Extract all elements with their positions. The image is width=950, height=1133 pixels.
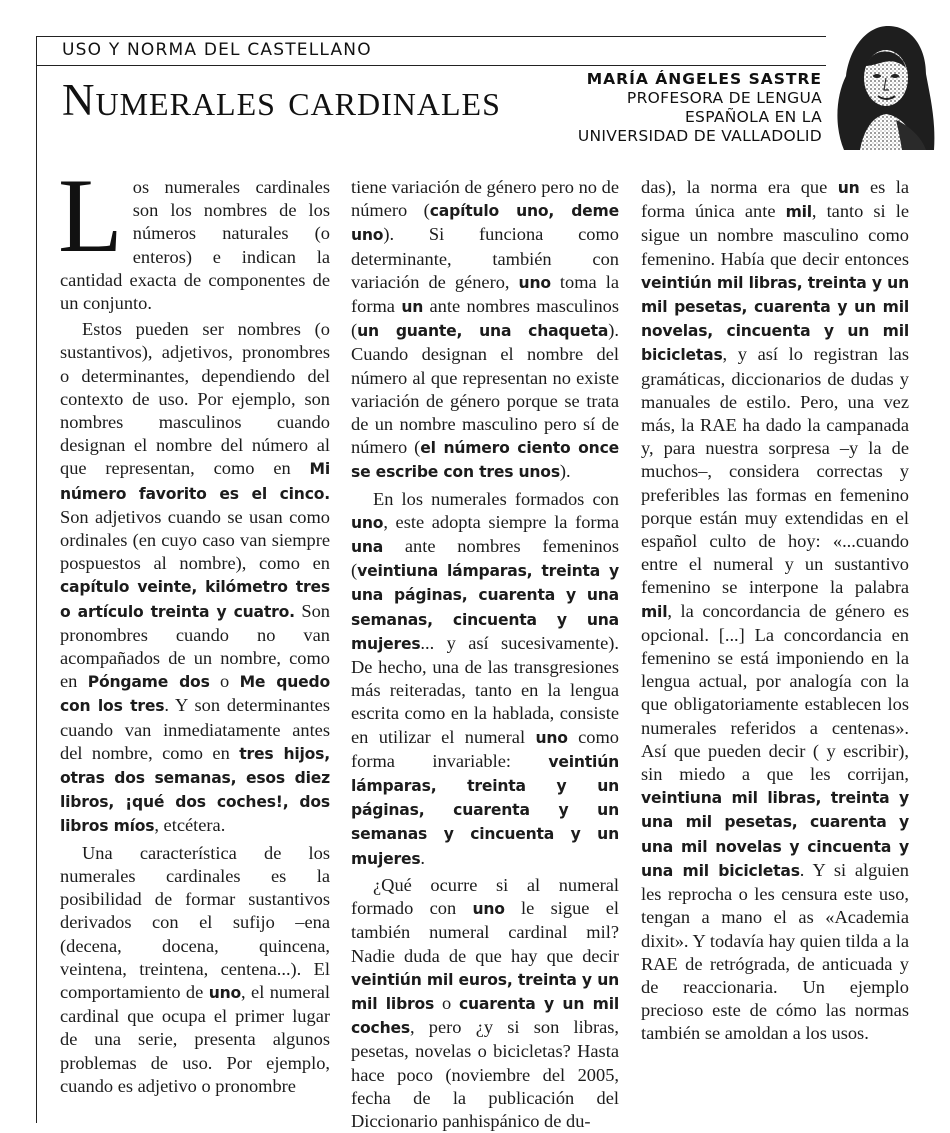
text-run: tiene variación de género pero no de número ( xyxy=(351,177,619,221)
text-run: En los numerales formados con xyxy=(373,488,619,509)
text-run: es la forma única ante xyxy=(641,177,909,222)
text-run: Son pronombres cuando no van acompañados de un nombre, como en xyxy=(60,600,331,692)
author-name: MARÍA ÁNGELES SASTRE xyxy=(586,70,822,88)
text-run: ). Si funciona como determinante, también con variación de género, xyxy=(351,224,619,292)
bold-example: el número ciento once se escribe con tres unos xyxy=(351,439,619,482)
bold-example: tres hijos, otras dos semanas, esos diez libros, ¡qué dos coches!, dos libros míos xyxy=(60,744,330,836)
text-run: ¿Qué ocurre si al numeral formado con xyxy=(351,874,619,919)
bold-example: cuarenta y un mil coches xyxy=(351,994,620,1038)
author-role-line: ESPAÑOLA EN LA xyxy=(684,108,822,126)
text-run: o xyxy=(209,671,240,692)
paragraph xyxy=(351,874,619,1133)
bold-example: Mi número favorito es el cinco. xyxy=(60,460,330,503)
section-header: USO Y NORMA DEL CASTELLANO xyxy=(62,40,372,60)
text-run: os numerales cardinales son los nombres de los números naturales (o enteros) e indican la cantidad exacta de componentes de un conjunto. xyxy=(60,177,330,314)
author-role-line: UNIVERSIDAD DE VALLADOLID xyxy=(577,127,822,145)
bold-example: uno xyxy=(351,513,384,532)
paragraph xyxy=(351,488,619,871)
text-run: como forma invariable: xyxy=(351,726,619,771)
paragraph xyxy=(60,842,330,1098)
bold-example: capítulo veinte, kilómetro tres o artículo treinta y cuatro. xyxy=(60,578,330,621)
section-underline xyxy=(36,65,836,66)
text-run: , el numeral cardinal que ocupa el primer lugar de una serie, presenta algunos problemas de uso. Por ejemplo, cuando es adjetivo o pronombre xyxy=(60,981,330,1096)
bold-example: un xyxy=(401,298,424,317)
article-title: Numerales cardinales xyxy=(62,75,501,125)
author-block xyxy=(578,70,822,146)
paragraph xyxy=(351,176,619,485)
text-run: ). xyxy=(559,461,571,482)
text-run: . Y si alguien les reprocha o les censura este uso, tengan a mano el as «Academia dixit». Y todavía hay quien tilda a la RAE de retrógrada, de anticuada y de reaccionaria. Un ejemplo precioso este de cómo las normas también se amoldan a los usos. xyxy=(641,859,909,1044)
bold-example: uno xyxy=(208,983,242,1002)
author-role-line: PROFESORA DE LENGUA xyxy=(626,89,822,107)
text-run: ante nombres masculinos ( xyxy=(351,296,619,341)
article-column-2 xyxy=(351,176,619,1133)
frame-left-rule xyxy=(36,36,37,1123)
drop-cap: L xyxy=(58,157,123,274)
bold-example: veintiún lámparas, treinta y un páginas, cuarenta y un semanas y cincuenta y un mujeres xyxy=(351,752,619,868)
paragraph xyxy=(60,318,330,838)
article-column-3 xyxy=(641,176,909,1046)
bold-example: veintiuna mil libras, treinta y una mil pesetas, cuarenta y una mil novelas y cincuenta y una mil bicicletas xyxy=(641,789,909,880)
text-run: Son adjetivos cuando se usan como ordinales (en cuyo caso van siempre pospuestos al nombre), como en xyxy=(60,506,330,574)
text-run: ante nombres femeninos ( xyxy=(351,536,619,581)
paragraph xyxy=(58,157,330,315)
text-run: , tanto si le sigue un nombre masculino como femenino. Había que decir entonces xyxy=(641,201,909,269)
bold-example: una xyxy=(351,538,384,557)
bold-example: mil xyxy=(641,602,668,621)
text-run: Una característica de los numerales cardinales es la posibilidad de formar sustantivos derivados con el sufijo –ena (decena, docena, quincena, veintena, treintena, centena...). El comportamiento de xyxy=(60,842,330,1002)
article-column-1 xyxy=(58,157,331,1098)
bold-example: uno xyxy=(472,900,505,919)
text-run: , la concordancia de género es opcional. [...] La concordancia en femenino se está imponiendo en la lengua actual, por analogía con la que obligatoriamente establecen los numerales referidos a centenas». Así que pueden decir ( y escribir), sin miedo a que les corrijan, xyxy=(641,600,909,785)
text-run: Estos pueden ser nombres (o sustantivos), adjetivos, pronombres o determinantes, dependiendo del contexto de uso. Por ejemplo, son nombres masculinos cuando designan el nombre del número al que representan, como en xyxy=(60,319,330,479)
author-portrait-image xyxy=(826,16,938,150)
text-run: . Y son determinantes cuando van inmediatamente antes del nombre, como en xyxy=(60,695,330,763)
text-run: toma la forma xyxy=(351,271,620,317)
bold-example: uno xyxy=(535,728,568,747)
author-photo xyxy=(826,16,938,150)
text-run: . xyxy=(420,847,426,868)
bold-example: veintiún mil libras, treinta y un mil pesetas, cuarenta y un mil novelas, cincuenta y un mil bicicletas xyxy=(641,273,909,365)
text-run: , pero ¿y si son libras, pesetas, novelas o bicicletas? Hasta hace poco (noviembre del 2005, fecha de la publicación del Diccionario panhispánico de du- xyxy=(351,1017,619,1131)
bold-example: mil xyxy=(785,203,812,222)
text-run: das), la norma era que xyxy=(641,177,838,197)
text-run: , etcétera. xyxy=(154,815,226,836)
bold-example: un xyxy=(837,179,860,197)
text-run: le sigue el también numeral cardinal mil? Nadie duda de que hay que decir xyxy=(351,898,619,966)
text-run: ). Cuando designan el nombre del número al que representan no existe variación de género porque se trata de un nombre masculino pero sí de número ( xyxy=(351,320,619,458)
text-run: ... y así sucesivamente). De hecho, una de las transgresiones más reiteradas, tanto en la lengua escrita como en la hablada, consiste en utilizar el numeral xyxy=(351,632,619,747)
text-run: o xyxy=(434,992,459,1013)
text-run: , y así lo registran las gramáticas, diccionarios de dudas y manuales de estilo. Pero, una vez más, la RAE ha dado la campanada y, para nuestra sorpresa –y la de muchos–, considera correctas y preferibles las formas en femenino porque están muy extendidas en el español culto de hoy: «...cuando entre el numeral y un sustantivo femenino se interpone la palabra xyxy=(641,344,909,598)
bold-example: uno xyxy=(518,273,551,292)
text-run: , este adopta siempre la forma xyxy=(383,511,619,532)
bold-example: Póngame dos xyxy=(87,673,210,692)
frame-top-rule xyxy=(36,36,936,37)
bold-example: Me quedo con los tres xyxy=(60,673,331,716)
paragraph xyxy=(641,176,909,1046)
bold-example: un guante, una chaqueta xyxy=(357,322,609,341)
bold-example: capítulo uno, deme uno xyxy=(351,202,619,245)
bold-example: veintiún mil euros, treinta y un mil libros xyxy=(351,970,619,1013)
bold-example: veintiuna lámparas, treinta y una páginas, cuarenta y una semanas, cincuenta y una mujeres xyxy=(351,562,619,653)
